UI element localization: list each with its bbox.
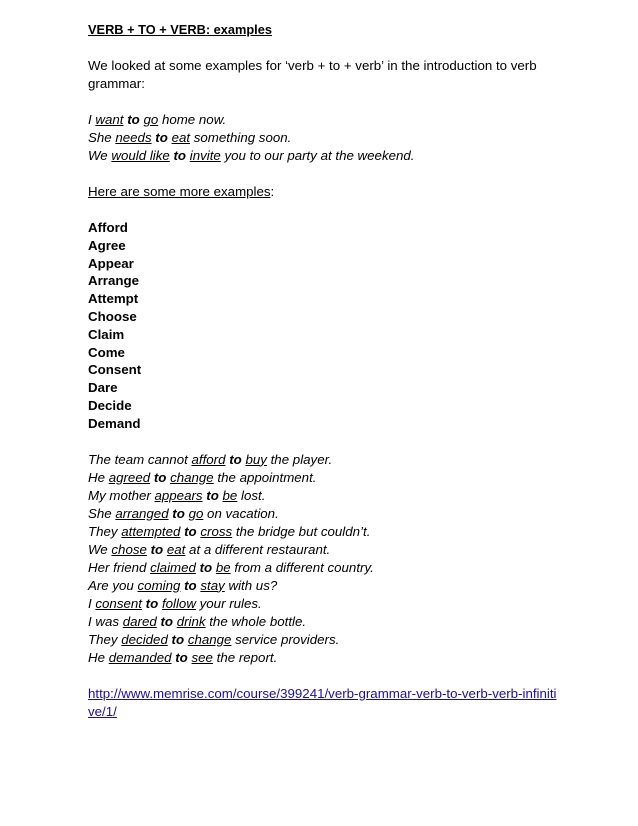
to-particle: to	[155, 130, 168, 145]
infinitive-verb: drink	[176, 613, 206, 629]
main-verb: afford	[191, 451, 226, 467]
example-sentence	[88, 613, 558, 631]
sentence-prefix: The team cannot	[88, 451, 192, 467]
to-particle: to	[150, 541, 164, 557]
infinitive-verb: change	[187, 631, 232, 647]
example-sentence	[88, 147, 558, 165]
main-verb: arranged	[115, 505, 169, 521]
main-verb: attempted	[121, 523, 181, 539]
to-particle: to	[199, 559, 213, 575]
sentence-prefix: My mother	[88, 487, 155, 503]
main-verb: consent	[95, 595, 142, 611]
intro-examples	[88, 111, 558, 165]
course-link[interactable]	[88, 685, 558, 721]
verb-list-item: Arrange	[88, 273, 139, 289]
verb-list-item: Choose	[88, 308, 137, 324]
main-verb: want	[95, 112, 124, 127]
example-sentence	[88, 631, 558, 649]
main-verb: demanded	[108, 649, 172, 665]
verb-list-item: Claim	[88, 326, 125, 342]
infinitive-verb: see	[191, 649, 213, 665]
example-sentence	[88, 129, 558, 147]
sentence-prefix: She	[88, 505, 116, 521]
sentence-rest: you to our party at the weekend.	[220, 148, 415, 163]
example-sentence	[88, 559, 558, 577]
sentence-prefix: He	[88, 469, 109, 485]
main-verb: chose	[111, 541, 147, 557]
verb-list-item: Afford	[88, 220, 128, 235]
sentence-rest: your rules.	[195, 595, 262, 611]
infinitive-verb: follow	[161, 595, 196, 611]
sentence-rest: the bridge but couldn’t.	[232, 523, 371, 539]
main-verb: decided	[121, 631, 168, 647]
sentence-rest: the whole bottle.	[205, 613, 307, 629]
sentence-prefix: I was	[88, 613, 123, 629]
to-particle: to	[145, 595, 159, 611]
sentence-prefix: They	[88, 631, 122, 647]
main-verb: appears	[154, 487, 203, 503]
sentence-rest: with us?	[224, 577, 278, 593]
sentence-prefix: They	[88, 523, 122, 539]
sentence-rest: the appointment.	[213, 469, 317, 485]
main-verb: agreed	[108, 469, 151, 485]
to-particle: to	[175, 649, 188, 665]
sentence-rest: from a different country.	[230, 559, 374, 575]
to-particle: to	[171, 631, 185, 647]
sentence-prefix: Her friend	[88, 559, 151, 575]
infinitive-verb: be	[215, 559, 231, 575]
verb-list-item: Decide	[88, 397, 132, 413]
sentence-prefix: We	[88, 148, 112, 163]
to-particle: to	[206, 487, 219, 503]
sentence-prefix: Are you	[88, 577, 138, 593]
sentence-prefix: I	[88, 595, 96, 611]
verb-list-item: Come	[88, 344, 125, 360]
sentence-rest: the player.	[266, 451, 333, 467]
sentence-prefix: He	[88, 649, 109, 665]
infinitive-verb: invite	[189, 148, 221, 163]
sentence-rest: service providers.	[231, 631, 340, 647]
to-particle: to	[173, 148, 187, 163]
main-verb: coming	[137, 577, 181, 593]
example-sentence	[88, 451, 558, 469]
example-sentence	[88, 649, 558, 667]
to-particle: to	[160, 613, 174, 629]
example-sentence	[88, 595, 558, 613]
sentence-rest: the report.	[212, 649, 278, 665]
sentence-rest: home now.	[158, 112, 227, 127]
example-sentence	[88, 541, 558, 559]
example-sentence	[88, 469, 558, 487]
to-particle: to	[184, 577, 197, 593]
main-verb: dared	[122, 613, 157, 629]
example-sentences	[88, 451, 558, 667]
to-particle: to	[184, 523, 197, 539]
verb-list-item: Dare	[88, 380, 118, 396]
infinitive-verb: eat	[166, 541, 186, 557]
sentence-prefix: She	[88, 130, 116, 145]
to-particle: to	[153, 469, 167, 485]
infinitive-verb: change	[170, 469, 214, 485]
infinitive-verb: stay	[200, 577, 225, 593]
main-verb: would like	[111, 148, 170, 163]
verb-list-item: Appear	[88, 255, 134, 271]
infinitive-verb: go	[143, 112, 159, 127]
infinitive-verb: be	[222, 487, 238, 503]
sentence-prefix: I	[88, 112, 96, 127]
sentence-rest: on vacation.	[203, 505, 279, 521]
infinitive-verb: buy	[245, 451, 267, 467]
verb-list-item: Demand	[88, 415, 141, 431]
to-particle: to	[229, 451, 242, 467]
course-link-anchor[interactable]: http://www.memrise.com/course/399241/verb-grammar-verb-to-verb-verb-infinitive/1/	[88, 685, 557, 719]
to-particle: to	[172, 505, 185, 521]
infinitive-verb: cross	[200, 523, 233, 539]
verb-list-item: Agree	[88, 237, 126, 253]
to-particle: to	[127, 112, 140, 127]
sentence-prefix: We	[88, 541, 112, 557]
verb-list	[88, 219, 558, 433]
example-sentence	[88, 577, 558, 595]
verb-list-item: Consent	[88, 362, 142, 378]
example-sentence	[88, 505, 558, 523]
sentence-rest: at a different restaurant.	[185, 541, 331, 557]
example-sentence	[88, 523, 558, 541]
sentence-rest: lost.	[237, 487, 266, 503]
document-page	[88, 21, 558, 721]
infinitive-verb: go	[188, 505, 204, 521]
example-sentence	[88, 111, 558, 129]
example-sentence	[88, 487, 558, 505]
main-verb: needs	[115, 130, 152, 145]
sentence-rest: something soon.	[190, 130, 292, 145]
intro-paragraph: We looked at some examples for ‘verb + to + verb’ in the introduction to verb grammar:	[88, 58, 537, 91]
main-verb: claimed	[150, 559, 196, 575]
more-examples-heading: Here are some more examples:	[88, 184, 275, 199]
document-title: VERB + TO + VERB: examples	[88, 22, 272, 37]
verb-list-item: Attempt	[88, 291, 139, 307]
infinitive-verb: eat	[171, 130, 191, 145]
